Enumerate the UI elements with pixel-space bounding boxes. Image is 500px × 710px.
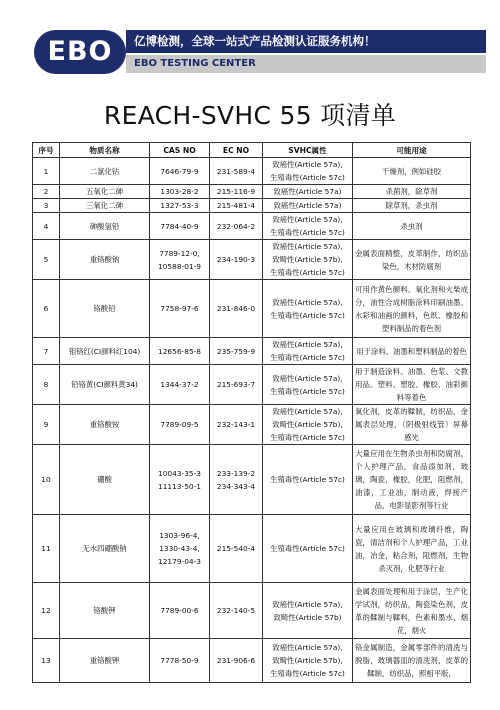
cell-ec-no: 232-143-1: [210, 405, 263, 445]
cell-svhc-property: 致癌性(Article 57a), 生殖毒性(Article 57c): [263, 338, 353, 365]
cell-ec-no: 235-759-9: [210, 338, 263, 365]
cell-no: 2: [33, 185, 60, 199]
cell-no: 1: [33, 158, 60, 185]
cell-no: 10: [33, 445, 60, 515]
ebo-logo: EBO: [34, 30, 126, 74]
cell-possible-use: 除草剂，杀虫剂: [353, 199, 471, 213]
cell-possible-use: 杀虫剂: [353, 213, 471, 240]
cell-no: 13: [33, 639, 60, 683]
cell-substance-name: 铬酸钾: [60, 583, 150, 639]
cell-possible-use: 杀菌剂，除草剂: [353, 185, 471, 199]
cell-svhc-property: 致癌性(Article 57a), 生殖毒性(Article 57c): [263, 213, 353, 240]
table-row: [33, 158, 471, 185]
table-row: [33, 338, 471, 365]
cell-cas-no: 7789-09-5: [150, 405, 210, 445]
cell-cas-no: 1303-96-4, 1330-43-4, 12179-04-3: [150, 515, 210, 583]
cell-ec-no: 232-140-5: [210, 583, 263, 639]
cell-no: 11: [33, 515, 60, 583]
cell-no: 5: [33, 240, 60, 280]
cell-ec-no: 232-064-2: [210, 213, 263, 240]
cell-possible-use: 大量应用在玻璃和玻璃纤维，陶瓷，清洁剂和个人护理产品，工业油，冶金，粘合剂，阻燃剂，生物杀灭剂，化肥等行业: [353, 515, 471, 583]
cell-substance-name: 无水四硼酸钠: [60, 515, 150, 583]
table-row: [33, 185, 471, 199]
cell-svhc-property: 致癌性(Article 57a), 致畸性(Article 57b), 生殖毒性(Article 57c): [263, 639, 353, 683]
cell-possible-use: 氧化剂，皮革的鞣制，纺织品，金属表层处理，（阴极射线管）屏幕感光: [353, 405, 471, 445]
cell-cas-no: 1303-28-2: [150, 185, 210, 199]
cell-no: 7: [33, 338, 60, 365]
column-header-cas: CAS NO: [150, 143, 210, 158]
cell-substance-name: 砷酸氢铅: [60, 213, 150, 240]
cell-ec-no: 231-846-0: [210, 280, 263, 338]
page-header: [0, 0, 500, 86]
cell-cas-no: 1344-37-2: [150, 365, 210, 405]
cell-cas-no: 7758-97-6: [150, 280, 210, 338]
cell-ec-no: 215-540-4: [210, 515, 263, 583]
column-header-ec: EC NO: [210, 143, 263, 158]
cell-substance-name: 铬酸铅: [60, 280, 150, 338]
cell-cas-no: 7778-50-9: [150, 639, 210, 683]
cell-substance-name: 硼酸: [60, 445, 150, 515]
cell-svhc-property: 致癌性(Article 57a), 致畸性(Article 57b): [263, 583, 353, 639]
cell-svhc-property: 致癌性(Article 57a), 致畸性(Article 57b), 生殖毒性(Article 57c): [263, 240, 353, 280]
table-row: [33, 445, 471, 515]
cell-possible-use: 铬金属制造，金属零部件的清洗与脱脂，玻璃器皿的清洗剂，皮革的鞣制，纺织品，照相平版，: [353, 639, 471, 683]
cell-svhc-property: 致癌性(Article 57a), 生殖毒性(Article 57c): [263, 280, 353, 338]
cell-no: 12: [33, 583, 60, 639]
cell-svhc-property: 致癌性(Article 57a), 生殖毒性(Article 57c): [263, 158, 353, 185]
cell-svhc-property: 致癌性(Article 57a): [263, 199, 353, 213]
cell-cas-no: 12656-85-8: [150, 338, 210, 365]
cell-ec-no: 215-481-4: [210, 199, 263, 213]
cell-possible-use: 用于涂料、油墨和塑料制品的着色: [353, 338, 471, 365]
cell-cas-no: 7789-12-0, 10588-01-9: [150, 240, 210, 280]
cell-no: 4: [33, 213, 60, 240]
table-row: [33, 199, 471, 213]
header-tagline: 亿博检测，全球一站式产品检测认证服务机构！: [126, 30, 486, 53]
cell-no: 6: [33, 280, 60, 338]
column-header-svhc: SVHC属性: [263, 143, 353, 158]
cell-substance-name: 三氧化二砷: [60, 199, 150, 213]
table-header-row: [33, 143, 471, 158]
cell-ec-no: 215-116-9: [210, 185, 263, 199]
cell-svhc-property: 致癌性(Article 57a), 生殖毒性(Article 57c): [263, 365, 353, 405]
cell-ec-no: 233-139-2 234-343-4: [210, 445, 263, 515]
cell-substance-name: 铅铬黄(CI颜料黄34): [60, 365, 150, 405]
header-company-name: EBO TESTING CENTER: [126, 55, 486, 73]
cell-svhc-property: 致癌性(Article 57a), 致畸性(Article 57b), 生殖毒性(Article 57c): [263, 405, 353, 445]
cell-cas-no: 7784-40-9: [150, 213, 210, 240]
cell-possible-use: 金属表面精整，皮革制作，纺织品染色，木材防腐剂: [353, 240, 471, 280]
table-row: [33, 583, 471, 639]
cell-ec-no: 231-906-6: [210, 639, 263, 683]
cell-no: 9: [33, 405, 60, 445]
table-row: [33, 280, 471, 338]
svhc-table: [32, 142, 471, 683]
table-row: [33, 639, 471, 683]
cell-cas-no: 10043-35-3 11113-50-1: [150, 445, 210, 515]
cell-substance-name: 重铬酸铵: [60, 405, 150, 445]
table-row: [33, 213, 471, 240]
cell-no: 8: [33, 365, 60, 405]
cell-substance-name: 二氯化钴: [60, 158, 150, 185]
cell-svhc-property: 生殖毒性(Article 57c): [263, 515, 353, 583]
column-header-name: 物质名称: [60, 143, 150, 158]
cell-svhc-property: 生殖毒性(Article 57c): [263, 445, 353, 515]
cell-substance-name: 钼铬红(CI颜料红104): [60, 338, 150, 365]
cell-possible-use: 金属表面处理和用于涂层，生产化学试剂，纺织品，陶瓷染色剂，皮革的鞣制与鞣料，色素和墨水，烟花，烟火: [353, 583, 471, 639]
cell-substance-name: 重铬酸钾: [60, 639, 150, 683]
cell-possible-use: 可用作黄色颜料、氧化剂和火柴成分，油性合成树脂涂料印刷油墨、水彩和油画的颜料，色纸、橡胶和塑料制品的着色剂: [353, 280, 471, 338]
table-row: [33, 240, 471, 280]
cell-substance-name: 五氧化二砷: [60, 185, 150, 199]
table-row: [33, 405, 471, 445]
cell-possible-use: 大量应用在生物杀虫剂和防腐剂，个人护理产品，食品添加剂，玻璃，陶瓷，橡胶，化肥，阻燃剂，油漆，工业油，制动液，焊接产品，电影显影剂等行业: [353, 445, 471, 515]
cell-cas-no: 7789-00-6: [150, 583, 210, 639]
table-row: [33, 365, 471, 405]
cell-possible-use: 用于制造涂料、油墨、色浆、文教用品、塑料、塑胶、橡胶、油彩颜料等着色: [353, 365, 471, 405]
cell-ec-no: 234-190-3: [210, 240, 263, 280]
column-header-no: 序号: [33, 143, 60, 158]
table-row: [33, 515, 471, 583]
column-header-use: 可能用途: [353, 143, 471, 158]
cell-ec-no: 231-589-4: [210, 158, 263, 185]
cell-ec-no: 215-693-7: [210, 365, 263, 405]
page-title: REACH-SVHC 55 项清单: [103, 101, 397, 130]
cell-possible-use: 干燥剂，例如硅胶: [353, 158, 471, 185]
cell-svhc-property: 致癌性(Article 57a): [263, 185, 353, 199]
cell-cas-no: 7646-79-9: [150, 158, 210, 185]
cell-no: 3: [33, 199, 60, 213]
cell-substance-name: 重铬酸钠: [60, 240, 150, 280]
cell-cas-no: 1327-53-3: [150, 199, 210, 213]
